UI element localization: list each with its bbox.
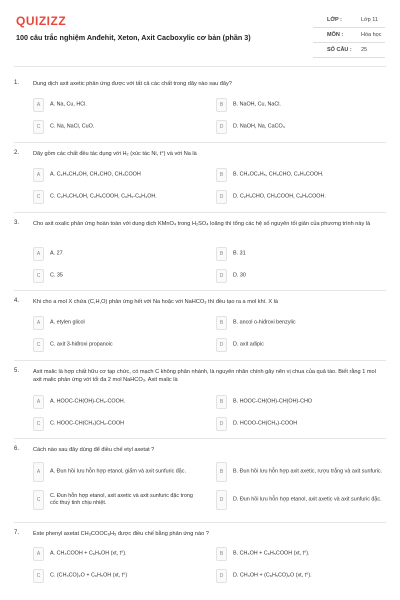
option-text: D. axit ađipic [233,341,264,348]
option-text: C. axit 3-hiđroxi propanoic [50,341,113,348]
question-text: Dãy gồm các chất đều tác dụng với H₂ (xúc tác Ni, t°) và với Na là [33,151,197,157]
option-letter: A [33,462,44,482]
option-text: D. NaOH, Na, CaCO₃ [233,123,285,130]
option-text: D. 30 [233,272,246,279]
option-letter: D [216,569,227,583]
option-letter: D [216,417,227,431]
option-text: B. CH₃OC₂H₅, CH₃CHO, C₂H₃COOH. [233,171,324,178]
divider [14,522,386,523]
option-letter: A [33,395,44,409]
meta-value: Lớp 11 [361,17,378,23]
question-text: Este phenyl axetat CH₃COOC₆H₅ được điều chế bằng phản ứng nào ? [33,531,209,537]
question-text: Axit malic là hợp chất hữu cơ tạp chức, có mạch C không phân nhánh, là nguyên nhân chính gây nên vị chua của quả táo. Biết rằng 1 mol axit malic phản ứng với tối đa 2 mol NaHCO₃. Axit malic là [33,369,376,383]
option-letter: B [216,247,227,261]
option-letter: B [216,547,227,561]
option-letter: A [33,547,44,561]
question-6 [14,446,386,520]
option-letter: B [216,462,227,482]
question-4 [14,298,386,358]
divider [14,360,386,361]
option-text: C. (CH₃CO)₂O + C₆H₅OH (xt, t°) [50,572,128,579]
option-letter: C [33,417,44,431]
option-letter: D [216,490,227,510]
option-letter: A [33,316,44,330]
option-text: C. C₂H₃CH₂OH, C₂H₅COOH, C₆H₅-C₆H₄OH. [50,193,157,200]
meta-value: 25 [361,47,368,53]
option-text: C. HOOC-CH(CH₃)CH₂-COOH [50,420,125,427]
option-letter: C [33,569,44,583]
option-text: D. C₂H₃CHO, CH₃COOH, C₆H₅COOH. [233,193,326,200]
option-text: A. CH₃COOH + C₆H₅OH (xt, t°). [50,550,127,557]
option-text: B. NaOH, Cu, NaCl. [233,101,281,108]
question-text: Khi cho a mol X chứa (C,H,O) phản ứng hết với Na hoặc với NaHCO₃ thì đều tạo ra a mol khí. X là [33,299,278,305]
quizizz-logo: QUIZIZZ [16,14,67,28]
option-text: A. etylen glicol [50,319,85,326]
question-7 [14,530,386,592]
option-letter: A [33,98,44,112]
divider [14,212,386,213]
meta-value: Hóa học [361,32,382,38]
question-text: Dung dịch axit axetic phản ứng được với tất cả các chất trong dãy nào sau đây? [33,81,232,87]
option-text: B. 31 [233,250,246,257]
option-letter: B [216,395,227,409]
option-text: D. Đun hồi lưu hỗn hợp etanol, axit axetic và axit sunfuric đặc. [233,496,382,503]
page-title: 100 câu trắc nghiệm Anđehit, Xeton, Axit Cacboxylic cơ bản (phần 3) [16,33,251,42]
question-text: Cho axit oxalic phản ứng hoàn toàn với dung dịch KMnO₄ trong H₂SO₄ loãng thì tổng các hệ số nguyên tối giản của phương trình này là [33,221,371,227]
option-text: D. HCOO-CH(CH₃)-COOH [233,420,298,427]
question-2 [14,150,386,210]
option-letter: A [33,247,44,261]
divider [14,438,386,439]
question-3 [14,220,386,288]
question-text: Cách nào sau đây dùng để điều chế etyl axetat ? [33,447,155,453]
divider [14,290,386,291]
option-letter: B [216,316,227,330]
option-text: B. HOOC-CH(OH)-CH(OH)-CHO [233,398,313,405]
option-text: A. 27 [50,250,63,257]
option-text: C. Đun hỗn hợp etanol, axit axetic và axit sunfuric đặc trong cốc thuỷ tinh chịu nhiệt. [50,493,193,506]
option-letter: C [33,338,44,352]
question-number: 5. [14,368,20,374]
meta-label: SỐ CÂU : [327,47,352,53]
option-text: A. C₂H₃CH₂OH, CH₃CHO, CH₃COOH [50,171,141,178]
option-letter: D [216,338,227,352]
option-letter: C [33,120,44,134]
option-letter: C [33,490,44,510]
question-number: 3. [14,220,20,226]
question-1 [14,80,386,140]
option-text: A. HOOC-CH(OH)-CH₂-COOH. [50,398,126,405]
divider [14,142,386,143]
option-letter: D [216,120,227,134]
option-text: B. CH₃OH + C₆H₅COOH (xt, t°). [233,550,310,557]
option-letter: A [33,168,44,182]
option-letter: C [33,190,44,204]
option-text: B. Đun hồi lưu hỗn hợp axit axetic, rượu trắng và axit sunfuric. [233,468,383,475]
option-text: C. 35 [50,272,63,279]
question-5 [14,368,386,436]
question-number: 4. [14,298,20,304]
option-letter: C [33,269,44,283]
question-number: 1. [14,80,20,86]
question-number: 6. [14,446,20,452]
option-letter: D [216,190,227,204]
option-letter: B [216,168,227,182]
header-divider [14,66,386,67]
meta-label: LỚP : [327,17,342,23]
question-number: 7. [14,530,20,536]
meta-label: MÔN : [327,32,344,38]
option-text: C. Na, NaCl, CuO. [50,123,95,130]
option-text: D. CH₃OH + (C₆H₅CO)₂O (xt, t°). [233,572,312,579]
question-number: 2. [14,150,20,156]
option-text: B. ancol o-hiđroxi benzylic [233,319,296,326]
option-text: A. Đun hồi lưu hỗn hợp etanol, giấm và axit sunfuric đặc. [50,468,186,475]
option-text: A. Na, Cu, HCl. [50,101,87,108]
option-letter: B [216,98,227,112]
option-letter: D [216,269,227,283]
